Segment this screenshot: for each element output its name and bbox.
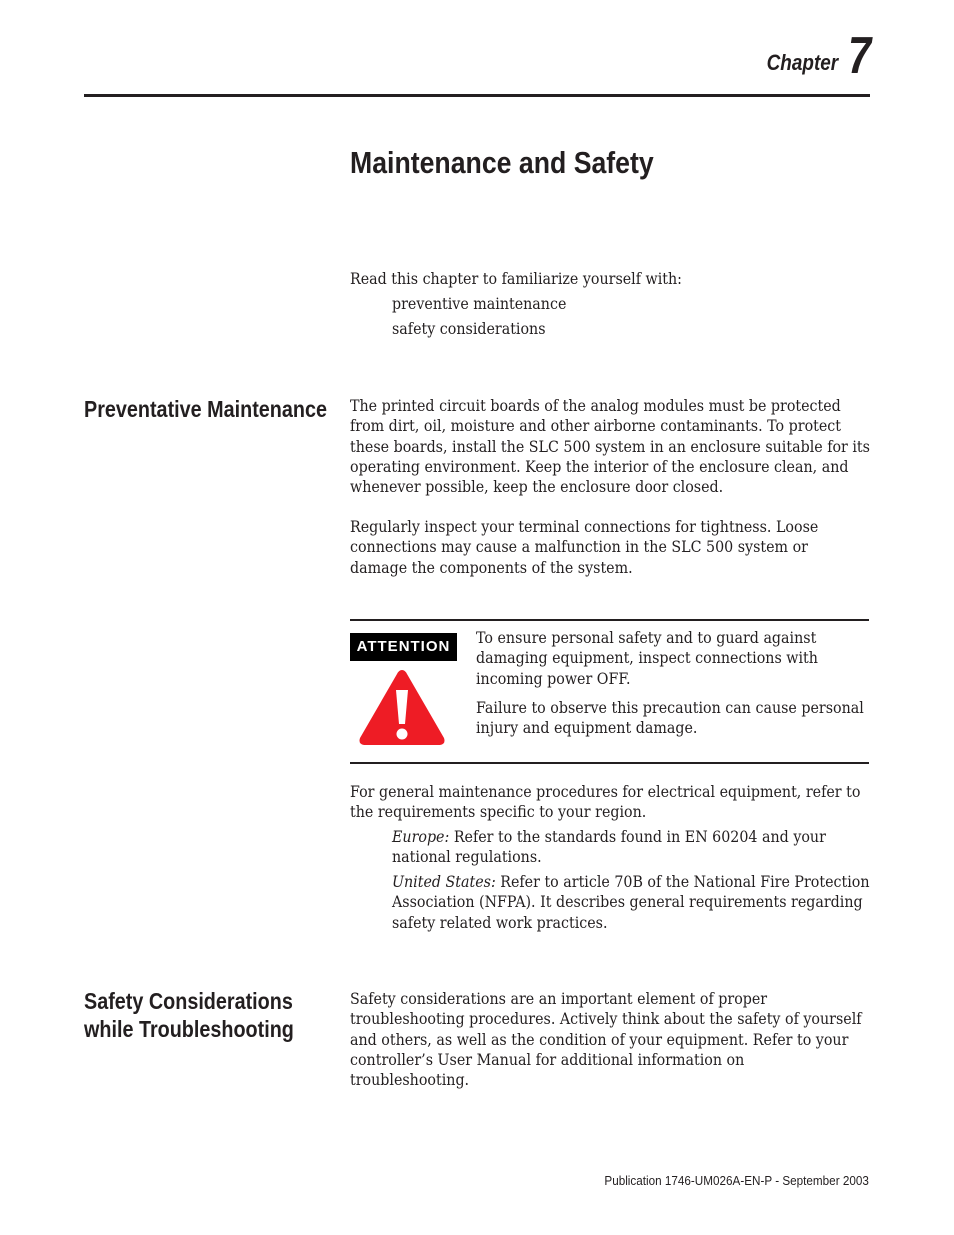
- safety-paragraph: [350, 989, 862, 1090]
- europe-label: Europe:: [392, 827, 450, 846]
- text-line: connections may cause a malfunction in the SLC 500 system or: [350, 537, 808, 557]
- section-heading-safety: [84, 987, 294, 1043]
- intro-item: safety considerations: [392, 319, 546, 338]
- text-line: Failure to observe this precaution can cause personal: [476, 698, 864, 717]
- text-line: national regulations.: [392, 847, 542, 867]
- header-rule: [84, 94, 870, 97]
- text-line: these boards, install the SLC 500 system in an enclosure suitable for its: [350, 436, 870, 456]
- text-line: Refer to article 70B of the National Fire Protection: [495, 872, 870, 891]
- attention-bottom-rule: [350, 762, 869, 764]
- us-label: United States:: [392, 872, 496, 891]
- text-line: The printed circuit boards of the analog modules must be protected: [350, 396, 841, 415]
- attention-paragraph-1: [476, 628, 818, 689]
- text-line: For general maintenance procedures for electrical equipment, refer to: [350, 782, 861, 801]
- preventative-paragraph-1: [350, 396, 870, 497]
- text-line: injury and equipment damage.: [476, 718, 698, 738]
- us-item: [392, 872, 869, 933]
- text-line: Refer to the standards found in EN 60204 and your: [449, 827, 826, 846]
- publication-footer: Publication 1746-UM026A-EN-P - September 2003: [604, 1173, 869, 1188]
- intro-item: preventive maintenance: [392, 294, 567, 313]
- intro-lead: Read this chapter to familiarize yourself with:: [350, 269, 682, 288]
- text-line: and others, as well as the condition of your equipment. Refer to your: [350, 1029, 849, 1049]
- attention-badge: ATTENTION: [350, 633, 457, 661]
- text-line: the requirements specific to your region.: [350, 802, 647, 822]
- text-line: incoming power OFF.: [476, 668, 631, 688]
- text-line: safety related work practices.: [392, 912, 608, 932]
- text-line: controller’s User Manual for additional information on: [350, 1049, 745, 1069]
- chapter-label: Chapter: [766, 50, 838, 75]
- heading-line: while Troubleshooting: [84, 1016, 294, 1042]
- text-line: from dirt, oil, moisture and other airborne contaminants. To protect: [350, 416, 842, 436]
- attention-top-rule: [350, 619, 869, 621]
- general-paragraph: [350, 782, 860, 823]
- preventative-paragraph-2: [350, 517, 818, 578]
- text-line: troubleshooting procedures. Actively think about the safety of yourself: [350, 1009, 862, 1029]
- chapter-number: 7: [848, 27, 872, 85]
- text-line: troubleshooting.: [350, 1070, 470, 1090]
- text-line: operating environment. Keep the interior of the enclosure clean, and: [350, 456, 849, 476]
- page-title: Maintenance and Safety: [350, 145, 654, 180]
- text-line: damaging equipment, inspect connections with: [476, 648, 818, 668]
- text-line: Regularly inspect your terminal connections for tightness. Loose: [350, 517, 819, 536]
- heading-line: Safety Considerations: [84, 988, 293, 1014]
- text-line: damage the components of the system.: [350, 557, 633, 577]
- text-line: To ensure personal safety and to guard against: [476, 628, 817, 647]
- text-line: Safety considerations are an important element of proper: [350, 989, 768, 1008]
- text-line: Association (NFPA). It describes general requirements regarding: [392, 892, 863, 912]
- attention-paragraph-2: [476, 698, 864, 739]
- section-heading-preventative: Preventative Maintenance: [84, 396, 327, 422]
- europe-item: [392, 827, 826, 868]
- text-line: whenever possible, keep the enclosure door closed.: [350, 477, 724, 497]
- warning-exclamation-icon: [356, 666, 448, 748]
